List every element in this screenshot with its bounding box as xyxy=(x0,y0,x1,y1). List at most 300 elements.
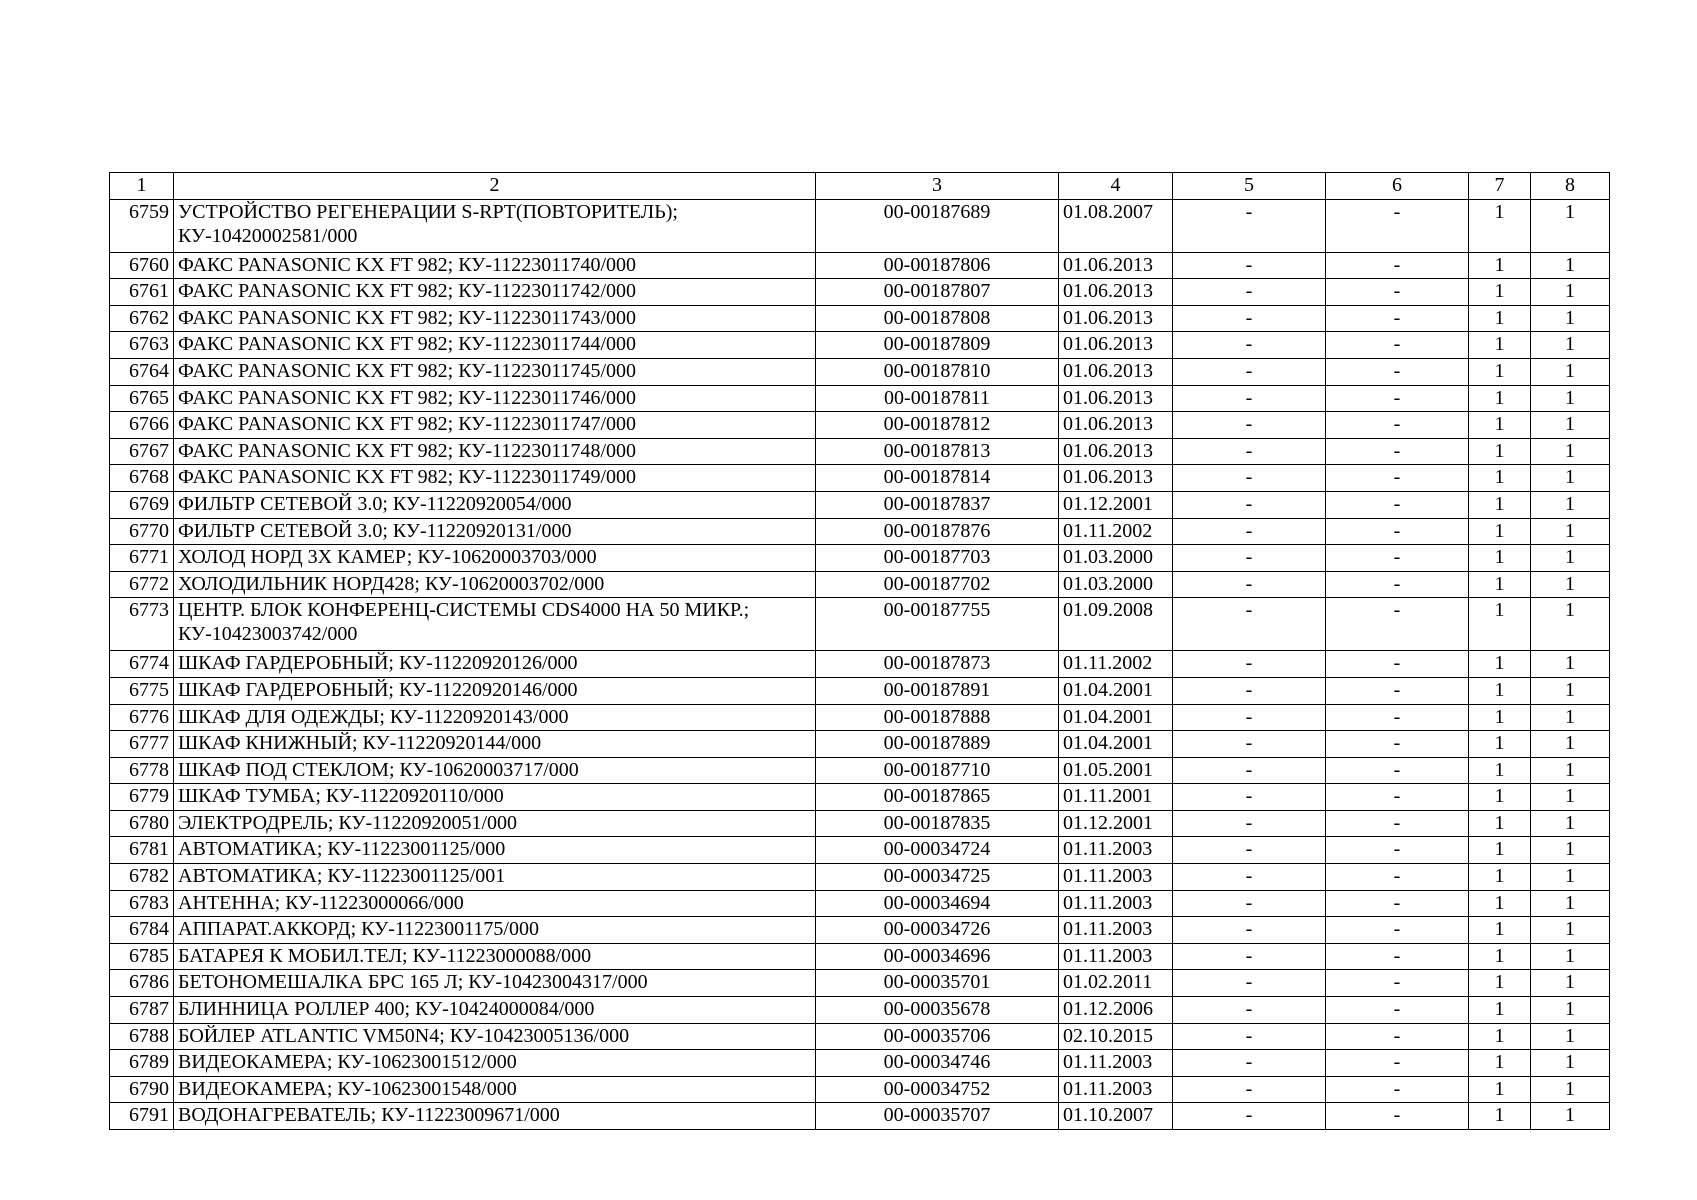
column-5-cell: - xyxy=(1173,970,1326,997)
column-7-cell: 1 xyxy=(1469,677,1531,704)
column-6-cell: - xyxy=(1326,651,1469,678)
row-number-cell: 6789 xyxy=(110,1050,174,1077)
date-cell: 01.04.2001 xyxy=(1059,677,1173,704)
inventory-code-cell: 00-00187889 xyxy=(816,731,1059,758)
column-8-cell: 1 xyxy=(1531,545,1610,572)
header-cell-2: 2 xyxy=(174,173,816,200)
column-7-cell: 1 xyxy=(1469,199,1531,252)
column-8-cell: 1 xyxy=(1531,837,1610,864)
header-cell-3: 3 xyxy=(816,173,1059,200)
inventory-code-cell: 00-00187873 xyxy=(816,651,1059,678)
table-row xyxy=(110,199,1610,252)
header-cell-7: 7 xyxy=(1469,173,1531,200)
date-cell: 01.04.2001 xyxy=(1059,704,1173,731)
column-5-cell: - xyxy=(1173,864,1326,891)
inventory-code-cell: 00-00187806 xyxy=(816,252,1059,279)
table-row xyxy=(110,997,1610,1024)
table-row xyxy=(110,864,1610,891)
row-number-cell: 6783 xyxy=(110,890,174,917)
item-name-cell: БАТАРЕЯ К МОБИЛ.ТЕЛ; КУ-11223000088/000 xyxy=(174,943,816,970)
column-6-cell: - xyxy=(1326,598,1469,651)
column-6-cell: - xyxy=(1326,997,1469,1024)
item-name-cell: ШКАФ ТУМБА; КУ-11220920110/000 xyxy=(174,784,816,811)
inventory-code-cell: 00-00035707 xyxy=(816,1103,1059,1130)
date-cell: 01.11.2003 xyxy=(1059,864,1173,891)
table-row xyxy=(110,1023,1610,1050)
column-6-cell: - xyxy=(1326,279,1469,306)
column-6-cell: - xyxy=(1326,252,1469,279)
date-cell: 01.11.2002 xyxy=(1059,651,1173,678)
column-5-cell: - xyxy=(1173,305,1326,332)
row-number-cell: 6759 xyxy=(110,199,174,252)
column-8-cell: 1 xyxy=(1531,491,1610,518)
item-name-cell: ФАКС PANASONIC KX FT 982; КУ-11223011746/000 xyxy=(174,385,816,412)
row-number-cell: 6764 xyxy=(110,358,174,385)
column-5-cell: - xyxy=(1173,252,1326,279)
row-number-cell: 6760 xyxy=(110,252,174,279)
row-number-cell: 6768 xyxy=(110,465,174,492)
row-number-cell: 6766 xyxy=(110,412,174,439)
column-6-cell: - xyxy=(1326,491,1469,518)
column-7-cell: 1 xyxy=(1469,757,1531,784)
column-5-cell: - xyxy=(1173,598,1326,651)
row-number-cell: 6767 xyxy=(110,438,174,465)
column-6-cell: - xyxy=(1326,1103,1469,1130)
date-cell: 01.09.2008 xyxy=(1059,598,1173,651)
date-cell: 01.06.2013 xyxy=(1059,412,1173,439)
item-name-cell: ХОЛОД НОРД 3Х КАМЕР; КУ-10620003703/000 xyxy=(174,545,816,572)
inventory-code-cell: 00-00187811 xyxy=(816,385,1059,412)
item-name-cell: БЛИННИЦА РОЛЛЕР 400; КУ-10424000084/000 xyxy=(174,997,816,1024)
table-row xyxy=(110,757,1610,784)
inventory-code-cell: 00-00034724 xyxy=(816,837,1059,864)
row-number-cell: 6771 xyxy=(110,545,174,572)
row-number-cell: 6786 xyxy=(110,970,174,997)
item-name-cell: ШКАФ ГАРДЕРОБНЫЙ; КУ-11220920146/000 xyxy=(174,677,816,704)
column-7-cell: 1 xyxy=(1469,412,1531,439)
table-row xyxy=(110,545,1610,572)
column-8-cell: 1 xyxy=(1531,571,1610,598)
date-cell: 01.05.2001 xyxy=(1059,757,1173,784)
row-number-cell: 6769 xyxy=(110,491,174,518)
table-row xyxy=(110,305,1610,332)
column-8-cell: 1 xyxy=(1531,332,1610,359)
date-cell: 02.10.2015 xyxy=(1059,1023,1173,1050)
date-cell: 01.12.2001 xyxy=(1059,810,1173,837)
inventory-code-cell: 00-00187689 xyxy=(816,199,1059,252)
inventory-code-cell: 00-00035678 xyxy=(816,997,1059,1024)
column-5-cell: - xyxy=(1173,279,1326,306)
column-6-cell: - xyxy=(1326,890,1469,917)
column-6-cell: - xyxy=(1326,1050,1469,1077)
item-name-cell: АППАРАТ.АККОРД; КУ-11223001175/000 xyxy=(174,917,816,944)
inventory-code-cell: 00-00034752 xyxy=(816,1076,1059,1103)
date-cell: 01.11.2003 xyxy=(1059,917,1173,944)
inventory-code-cell: 00-00187888 xyxy=(816,704,1059,731)
column-8-cell: 1 xyxy=(1531,704,1610,731)
inventory-code-cell: 00-00187702 xyxy=(816,571,1059,598)
item-name-cell: АНТЕННА; КУ-11223000066/000 xyxy=(174,890,816,917)
inventory-code-cell: 00-00187808 xyxy=(816,305,1059,332)
column-8-cell: 1 xyxy=(1531,917,1610,944)
table-row xyxy=(110,837,1610,864)
column-7-cell: 1 xyxy=(1469,465,1531,492)
column-5-cell: - xyxy=(1173,465,1326,492)
column-8-cell: 1 xyxy=(1531,279,1610,306)
date-cell: 01.12.2006 xyxy=(1059,997,1173,1024)
column-8-cell: 1 xyxy=(1531,997,1610,1024)
column-8-cell: 1 xyxy=(1531,199,1610,252)
date-cell: 01.10.2007 xyxy=(1059,1103,1173,1130)
column-5-cell: - xyxy=(1173,943,1326,970)
row-number-cell: 6790 xyxy=(110,1076,174,1103)
item-name-cell: БЕТОНОМЕШАЛКА БРС 165 Л; КУ-10423004317/000 xyxy=(174,970,816,997)
inventory-code-cell: 00-00187810 xyxy=(816,358,1059,385)
table-row xyxy=(110,252,1610,279)
table-row xyxy=(110,1103,1610,1130)
item-name-cell: ШКАФ ГАРДЕРОБНЫЙ; КУ-11220920126/000 xyxy=(174,651,816,678)
row-number-cell: 6773 xyxy=(110,598,174,651)
date-cell: 01.03.2000 xyxy=(1059,545,1173,572)
table-row xyxy=(110,1076,1610,1103)
date-cell: 01.11.2002 xyxy=(1059,518,1173,545)
column-8-cell: 1 xyxy=(1531,864,1610,891)
item-name-cell: ФИЛЬТР СЕТЕВОЙ 3.0; КУ-11220920131/000 xyxy=(174,518,816,545)
column-8-cell: 1 xyxy=(1531,731,1610,758)
column-6-cell: - xyxy=(1326,731,1469,758)
column-8-cell: 1 xyxy=(1531,970,1610,997)
inventory-code-cell: 00-00034696 xyxy=(816,943,1059,970)
inventory-code-cell: 00-00187837 xyxy=(816,491,1059,518)
row-number-cell: 6780 xyxy=(110,810,174,837)
date-cell: 01.11.2003 xyxy=(1059,890,1173,917)
item-name-cell: ФАКС PANASONIC KX FT 982; КУ-11223011743/000 xyxy=(174,305,816,332)
table-row xyxy=(110,385,1610,412)
column-7-cell: 1 xyxy=(1469,571,1531,598)
column-6-cell: - xyxy=(1326,199,1469,252)
table-row xyxy=(110,970,1610,997)
column-5-cell: - xyxy=(1173,651,1326,678)
column-6-cell: - xyxy=(1326,465,1469,492)
column-5-cell: - xyxy=(1173,385,1326,412)
column-7-cell: 1 xyxy=(1469,864,1531,891)
item-name-cell: ХОЛОДИЛЬНИК НОРД428; КУ-10620003702/000 xyxy=(174,571,816,598)
column-8-cell: 1 xyxy=(1531,1023,1610,1050)
inventory-code-cell: 00-00187812 xyxy=(816,412,1059,439)
table-row xyxy=(110,438,1610,465)
column-5-cell: - xyxy=(1173,917,1326,944)
column-6-cell: - xyxy=(1326,332,1469,359)
column-6-cell: - xyxy=(1326,571,1469,598)
column-6-cell: - xyxy=(1326,385,1469,412)
column-8-cell: 1 xyxy=(1531,1076,1610,1103)
header-row xyxy=(110,173,1610,200)
column-7-cell: 1 xyxy=(1469,1050,1531,1077)
column-5-cell: - xyxy=(1173,545,1326,572)
inventory-code-cell: 00-00187814 xyxy=(816,465,1059,492)
column-7-cell: 1 xyxy=(1469,837,1531,864)
date-cell: 01.06.2013 xyxy=(1059,279,1173,306)
column-5-cell: - xyxy=(1173,1023,1326,1050)
column-7-cell: 1 xyxy=(1469,491,1531,518)
row-number-cell: 6788 xyxy=(110,1023,174,1050)
column-7-cell: 1 xyxy=(1469,545,1531,572)
date-cell: 01.11.2003 xyxy=(1059,943,1173,970)
item-name-cell: УСТРОЙСТВО РЕГЕНЕРАЦИИ S-RPT(ПОВТОРИТЕЛЬ); КУ-10420002581/000 xyxy=(174,199,816,252)
table-row xyxy=(110,810,1610,837)
item-name-cell: ЦЕНТР. БЛОК КОНФЕРЕНЦ-СИСТЕМЫ CDS4000 НА 50 МИКР.; КУ-10423003742/000 xyxy=(174,598,816,651)
column-6-cell: - xyxy=(1326,943,1469,970)
row-number-cell: 6763 xyxy=(110,332,174,359)
item-name-cell: АВТОМАТИКА; КУ-11223001125/000 xyxy=(174,837,816,864)
row-number-cell: 6784 xyxy=(110,917,174,944)
table-row xyxy=(110,677,1610,704)
item-name-cell: ЭЛЕКТРОДРЕЛЬ; КУ-11220920051/000 xyxy=(174,810,816,837)
column-8-cell: 1 xyxy=(1531,810,1610,837)
column-7-cell: 1 xyxy=(1469,1023,1531,1050)
header-cell-8: 8 xyxy=(1531,173,1610,200)
table-row xyxy=(110,890,1610,917)
column-5-cell: - xyxy=(1173,757,1326,784)
table-row xyxy=(110,279,1610,306)
item-name-cell: ВИДЕОКАМЕРА; КУ-10623001512/000 xyxy=(174,1050,816,1077)
row-number-cell: 6778 xyxy=(110,757,174,784)
table-row xyxy=(110,412,1610,439)
column-5-cell: - xyxy=(1173,704,1326,731)
column-8-cell: 1 xyxy=(1531,677,1610,704)
inventory-code-cell: 00-00187703 xyxy=(816,545,1059,572)
item-name-cell: ФАКС PANASONIC KX FT 982; КУ-11223011740/000 xyxy=(174,252,816,279)
column-7-cell: 1 xyxy=(1469,917,1531,944)
column-6-cell: - xyxy=(1326,305,1469,332)
date-cell: 01.11.2003 xyxy=(1059,1050,1173,1077)
table-row xyxy=(110,1050,1610,1077)
column-6-cell: - xyxy=(1326,864,1469,891)
column-5-cell: - xyxy=(1173,332,1326,359)
column-7-cell: 1 xyxy=(1469,784,1531,811)
item-name-cell: ШКАФ ДЛЯ ОДЕЖДЫ; КУ-11220920143/000 xyxy=(174,704,816,731)
column-5-cell: - xyxy=(1173,1076,1326,1103)
row-number-cell: 6776 xyxy=(110,704,174,731)
inventory-code-cell: 00-00187710 xyxy=(816,757,1059,784)
column-6-cell: - xyxy=(1326,358,1469,385)
row-number-cell: 6775 xyxy=(110,677,174,704)
column-5-cell: - xyxy=(1173,837,1326,864)
table-row xyxy=(110,491,1610,518)
table-row xyxy=(110,358,1610,385)
date-cell: 01.06.2013 xyxy=(1059,305,1173,332)
inventory-code-cell: 00-00187755 xyxy=(816,598,1059,651)
date-cell: 01.02.2011 xyxy=(1059,970,1173,997)
column-6-cell: - xyxy=(1326,970,1469,997)
column-6-cell: - xyxy=(1326,917,1469,944)
column-8-cell: 1 xyxy=(1531,385,1610,412)
row-number-cell: 6782 xyxy=(110,864,174,891)
column-6-cell: - xyxy=(1326,1023,1469,1050)
item-name-cell: ФАКС PANASONIC KX FT 982; КУ-11223011745/000 xyxy=(174,358,816,385)
column-7-cell: 1 xyxy=(1469,279,1531,306)
date-cell: 01.06.2013 xyxy=(1059,465,1173,492)
item-name-cell: ВИДЕОКАМЕРА; КУ-10623001548/000 xyxy=(174,1076,816,1103)
column-7-cell: 1 xyxy=(1469,332,1531,359)
inventory-code-cell: 00-00035706 xyxy=(816,1023,1059,1050)
column-5-cell: - xyxy=(1173,810,1326,837)
column-6-cell: - xyxy=(1326,1076,1469,1103)
header-cell-4: 4 xyxy=(1059,173,1173,200)
column-5-cell: - xyxy=(1173,1050,1326,1077)
column-6-cell: - xyxy=(1326,438,1469,465)
table-row xyxy=(110,571,1610,598)
item-name-cell: ФАКС PANASONIC KX FT 982; КУ-11223011744/000 xyxy=(174,332,816,359)
date-cell: 01.12.2001 xyxy=(1059,491,1173,518)
inventory-code-cell: 00-00187813 xyxy=(816,438,1059,465)
column-6-cell: - xyxy=(1326,518,1469,545)
column-5-cell: - xyxy=(1173,784,1326,811)
column-7-cell: 1 xyxy=(1469,731,1531,758)
column-8-cell: 1 xyxy=(1531,465,1610,492)
inventory-code-cell: 00-00187891 xyxy=(816,677,1059,704)
column-7-cell: 1 xyxy=(1469,385,1531,412)
column-7-cell: 1 xyxy=(1469,252,1531,279)
column-5-cell: - xyxy=(1173,1103,1326,1130)
column-6-cell: - xyxy=(1326,837,1469,864)
date-cell: 01.11.2001 xyxy=(1059,784,1173,811)
column-5-cell: - xyxy=(1173,491,1326,518)
column-6-cell: - xyxy=(1326,704,1469,731)
row-number-cell: 6774 xyxy=(110,651,174,678)
column-8-cell: 1 xyxy=(1531,757,1610,784)
column-6-cell: - xyxy=(1326,412,1469,439)
date-cell: 01.08.2007 xyxy=(1059,199,1173,252)
item-name-cell: ВОДОНАГРЕВАТЕЛЬ; КУ-11223009671/000 xyxy=(174,1103,816,1130)
column-8-cell: 1 xyxy=(1531,943,1610,970)
table-row xyxy=(110,731,1610,758)
column-7-cell: 1 xyxy=(1469,358,1531,385)
column-7-cell: 1 xyxy=(1469,1076,1531,1103)
column-8-cell: 1 xyxy=(1531,784,1610,811)
item-name-cell: АВТОМАТИКА; КУ-11223001125/001 xyxy=(174,864,816,891)
item-name-cell: ФАКС PANASONIC KX FT 982; КУ-11223011748/000 xyxy=(174,438,816,465)
inventory-table xyxy=(109,172,1610,1130)
date-cell: 01.06.2013 xyxy=(1059,438,1173,465)
table-row xyxy=(110,651,1610,678)
item-name-cell: ФАКС PANASONIC KX FT 982; КУ-11223011747/000 xyxy=(174,412,816,439)
column-8-cell: 1 xyxy=(1531,518,1610,545)
column-5-cell: - xyxy=(1173,571,1326,598)
column-7-cell: 1 xyxy=(1469,651,1531,678)
column-6-cell: - xyxy=(1326,810,1469,837)
inventory-code-cell: 00-00187835 xyxy=(816,810,1059,837)
inventory-code-cell: 00-00034694 xyxy=(816,890,1059,917)
row-number-cell: 6779 xyxy=(110,784,174,811)
table-row xyxy=(110,332,1610,359)
date-cell: 01.04.2001 xyxy=(1059,731,1173,758)
table-row xyxy=(110,943,1610,970)
column-6-cell: - xyxy=(1326,757,1469,784)
column-5-cell: - xyxy=(1173,997,1326,1024)
date-cell: 01.06.2013 xyxy=(1059,358,1173,385)
column-7-cell: 1 xyxy=(1469,997,1531,1024)
row-number-cell: 6770 xyxy=(110,518,174,545)
column-6-cell: - xyxy=(1326,545,1469,572)
inventory-code-cell: 00-00187876 xyxy=(816,518,1059,545)
column-5-cell: - xyxy=(1173,199,1326,252)
column-5-cell: - xyxy=(1173,677,1326,704)
inventory-code-cell: 00-00034725 xyxy=(816,864,1059,891)
column-7-cell: 1 xyxy=(1469,1103,1531,1130)
column-8-cell: 1 xyxy=(1531,438,1610,465)
column-7-cell: 1 xyxy=(1469,943,1531,970)
header-cell-6: 6 xyxy=(1326,173,1469,200)
column-7-cell: 1 xyxy=(1469,438,1531,465)
item-name-cell: ШКАФ КНИЖНЫЙ; КУ-11220920144/000 xyxy=(174,731,816,758)
column-8-cell: 1 xyxy=(1531,890,1610,917)
column-7-cell: 1 xyxy=(1469,704,1531,731)
column-5-cell: - xyxy=(1173,890,1326,917)
column-8-cell: 1 xyxy=(1531,412,1610,439)
column-8-cell: 1 xyxy=(1531,252,1610,279)
column-8-cell: 1 xyxy=(1531,651,1610,678)
item-name-cell: ФИЛЬТР СЕТЕВОЙ 3.0; КУ-11220920054/000 xyxy=(174,491,816,518)
row-number-cell: 6761 xyxy=(110,279,174,306)
table-row xyxy=(110,784,1610,811)
column-5-cell: - xyxy=(1173,412,1326,439)
item-name-cell: ШКАФ ПОД СТЕКЛОМ; КУ-10620003717/000 xyxy=(174,757,816,784)
column-5-cell: - xyxy=(1173,358,1326,385)
column-7-cell: 1 xyxy=(1469,305,1531,332)
row-number-cell: 6781 xyxy=(110,837,174,864)
column-8-cell: 1 xyxy=(1531,358,1610,385)
row-number-cell: 6777 xyxy=(110,731,174,758)
inventory-code-cell: 00-00035701 xyxy=(816,970,1059,997)
inventory-code-cell: 00-00187865 xyxy=(816,784,1059,811)
table-row xyxy=(110,598,1610,651)
table-row xyxy=(110,518,1610,545)
table-row xyxy=(110,465,1610,492)
inventory-code-cell: 00-00034746 xyxy=(816,1050,1059,1077)
date-cell: 01.11.2003 xyxy=(1059,837,1173,864)
row-number-cell: 6787 xyxy=(110,997,174,1024)
column-7-cell: 1 xyxy=(1469,598,1531,651)
column-5-cell: - xyxy=(1173,438,1326,465)
column-6-cell: - xyxy=(1326,784,1469,811)
column-5-cell: - xyxy=(1173,731,1326,758)
inventory-code-cell: 00-00187807 xyxy=(816,279,1059,306)
column-8-cell: 1 xyxy=(1531,1103,1610,1130)
row-number-cell: 6772 xyxy=(110,571,174,598)
column-8-cell: 1 xyxy=(1531,1050,1610,1077)
column-7-cell: 1 xyxy=(1469,970,1531,997)
date-cell: 01.11.2003 xyxy=(1059,1076,1173,1103)
item-name-cell: ФАКС PANASONIC KX FT 982; КУ-11223011749/000 xyxy=(174,465,816,492)
column-7-cell: 1 xyxy=(1469,890,1531,917)
table-row xyxy=(110,917,1610,944)
date-cell: 01.06.2013 xyxy=(1059,332,1173,359)
row-number-cell: 6765 xyxy=(110,385,174,412)
column-8-cell: 1 xyxy=(1531,598,1610,651)
inventory-code-cell: 00-00187809 xyxy=(816,332,1059,359)
date-cell: 01.06.2013 xyxy=(1059,385,1173,412)
item-name-cell: ФАКС PANASONIC KX FT 982; КУ-11223011742/000 xyxy=(174,279,816,306)
column-7-cell: 1 xyxy=(1469,810,1531,837)
column-8-cell: 1 xyxy=(1531,305,1610,332)
row-number-cell: 6785 xyxy=(110,943,174,970)
column-6-cell: - xyxy=(1326,677,1469,704)
item-name-cell: БОЙЛЕР ATLANTIC VM50N4; КУ-10423005136/000 xyxy=(174,1023,816,1050)
row-number-cell: 6762 xyxy=(110,305,174,332)
column-7-cell: 1 xyxy=(1469,518,1531,545)
column-5-cell: - xyxy=(1173,518,1326,545)
